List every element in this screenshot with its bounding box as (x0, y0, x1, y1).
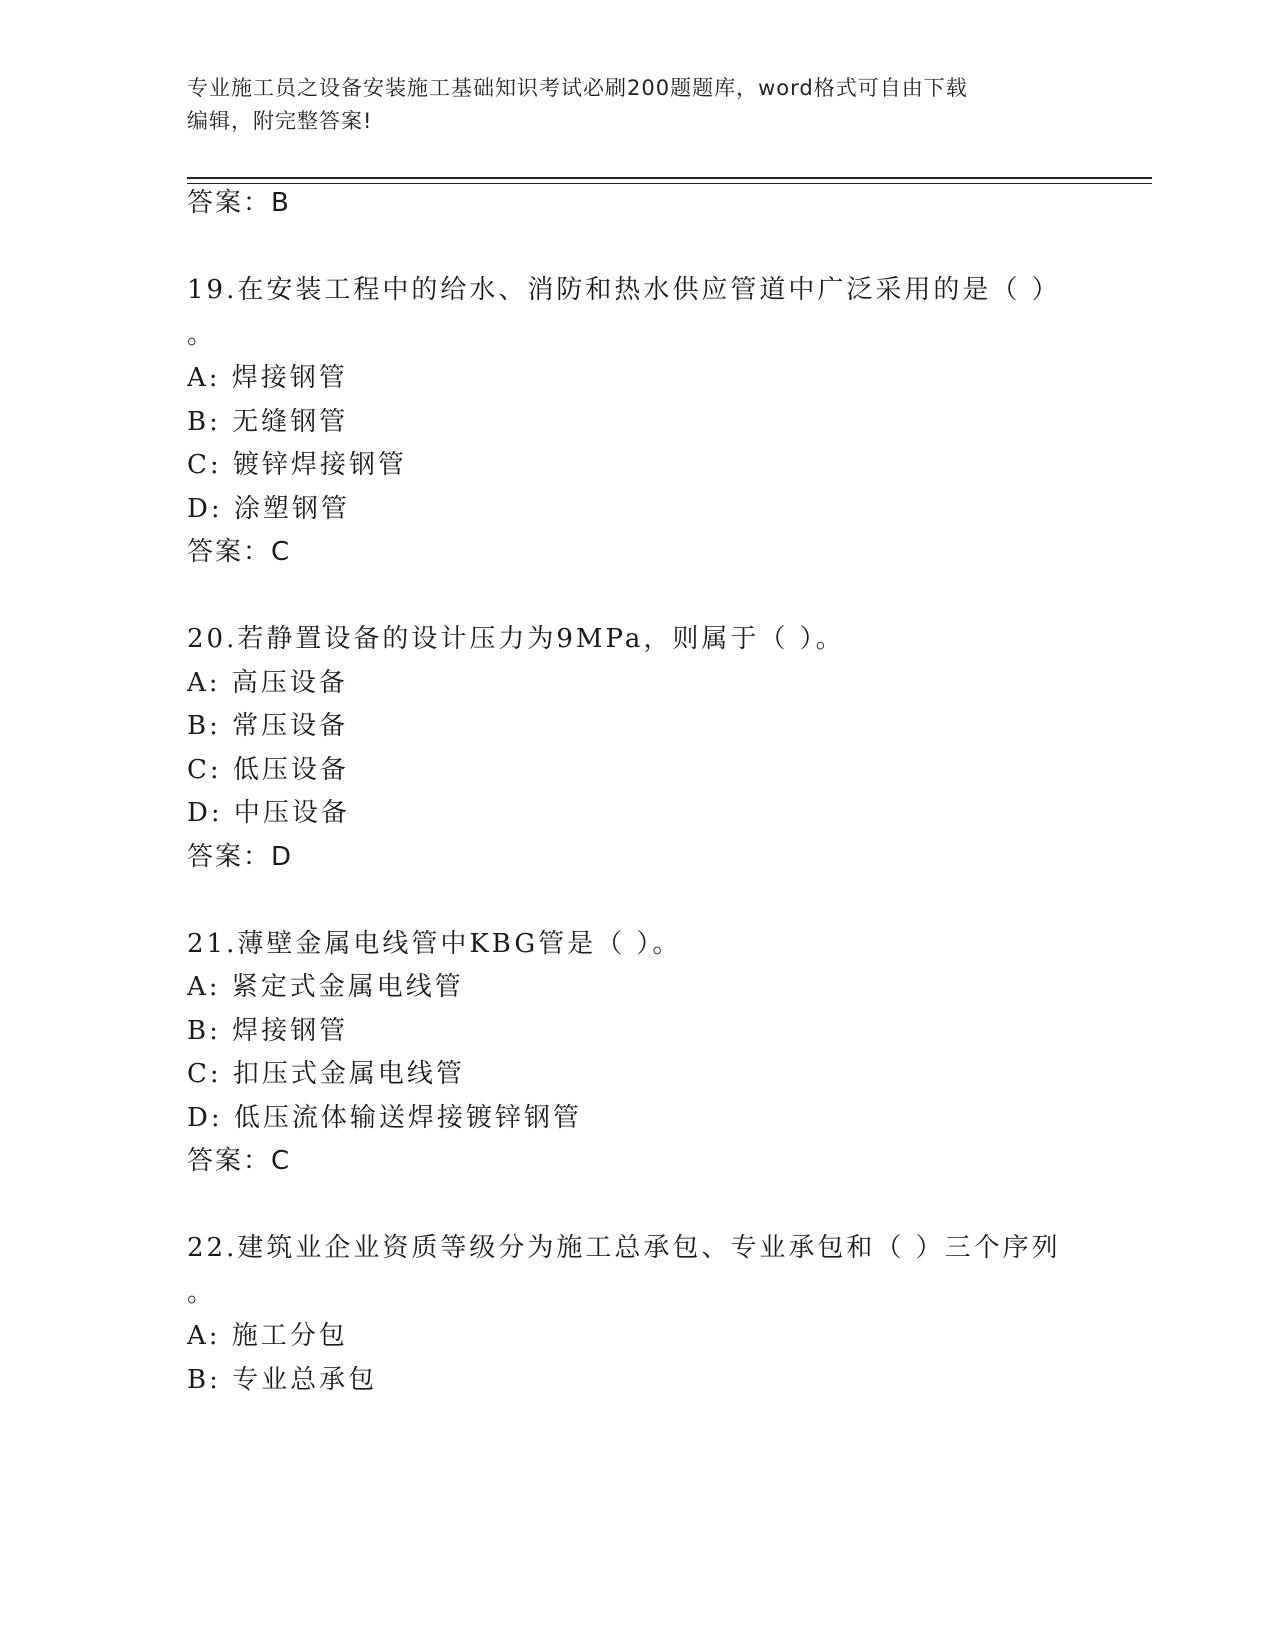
question-21-option-d: D: 低压流体输送焊接镀锌钢管 (187, 1103, 582, 1133)
document-header (187, 72, 1067, 138)
question-21-option-b: B: 焊接钢管 (187, 1016, 349, 1046)
question-21-answer: 答案：C (187, 1146, 292, 1176)
question-22-stem: 22.建筑业企业资质等级分为施工总承包、专业承包和（ ）三个序列 (187, 1233, 1061, 1263)
question-21-option-c: C: 扣压式金属电线管 (187, 1059, 465, 1089)
question-19-option-a: A: 焊接钢管 (187, 363, 348, 393)
question-19-option-d: D: 涂塑钢管 (187, 494, 350, 524)
question-22-option-a: A: 施工分包 (187, 1321, 348, 1351)
question-20-option-c: C: 低压设备 (187, 755, 349, 785)
question-22-option-b: B: 专业总承包 (187, 1365, 378, 1395)
header-line-2: 编辑，附完整答案! (187, 109, 373, 133)
question-20-option-b: B: 常压设备 (187, 711, 349, 741)
question-20-option-a: A: 高压设备 (187, 668, 348, 698)
question-20-stem: 20.若静置设备的设计压力为9MPa，则属于（ ）。 (187, 624, 845, 654)
answer-prev: 答案：B (187, 188, 291, 218)
question-19-stem-cont: 。 (187, 320, 217, 350)
question-20-option-d: D: 中压设备 (187, 798, 350, 828)
question-19-option-b: B: 无缝钢管 (187, 407, 349, 437)
question-19-stem: 19.在安装工程中的给水、消防和热水供应管道中广泛采用的是（ ） (187, 275, 1061, 305)
question-19-option-c: C: 镀锌焊接钢管 (187, 450, 407, 480)
question-21-stem: 21.薄壁金属电线管中KBG管是（ ）。 (187, 929, 682, 959)
header-divider-thick (187, 177, 1152, 179)
header-line-1: 专业施工员之设备安装施工基础知识考试必刷200题题库，word格式可自由下载 (187, 76, 968, 100)
question-22-stem-cont: 。 (187, 1278, 217, 1308)
question-20-answer: 答案：D (187, 842, 294, 872)
question-19-answer: 答案：C (187, 537, 292, 567)
question-21-option-a: A: 紧定式金属电线管 (187, 972, 464, 1002)
header-divider-thin (187, 183, 1152, 184)
